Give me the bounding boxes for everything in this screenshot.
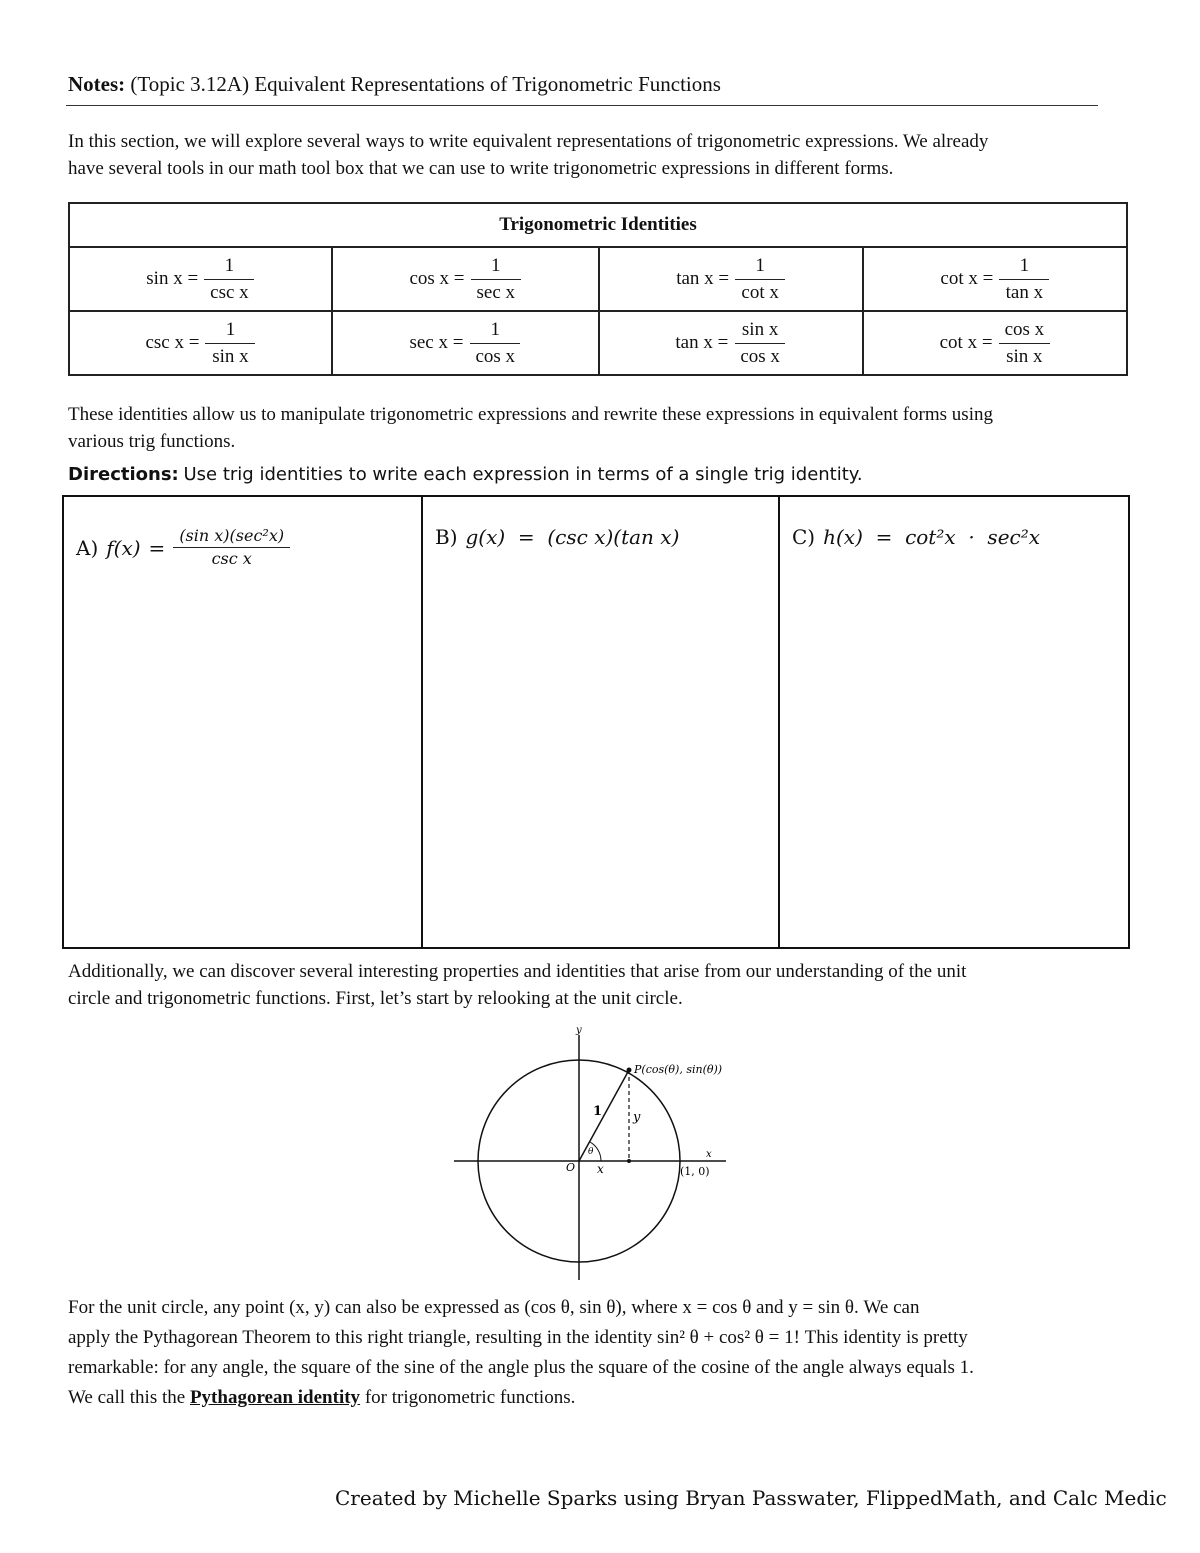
fraction-numerator: 1 [470,317,520,344]
fraction-numerator: 1 [204,253,254,280]
opposite-label: y [633,1110,641,1125]
pythagorean-identity-term: Pythagorean identity [189,1387,361,1408]
title-label: Notes: [68,72,126,96]
foot-point [627,1159,631,1163]
problem-a [76,525,290,570]
problem-a-function: f(x) [106,535,141,560]
page-title [68,72,721,97]
identities-explanation [68,401,1148,455]
unit-circle-diagram [440,1025,760,1285]
identity-cell [69,247,332,311]
intro-line-1: In this section, we will explore several ways to write equivalent representations of trigonometric expressions. We already [68,131,989,152]
unit-circle-line-1: Additionally, we can discover several interesting properties and identities that arise from our understanding of the unit [68,961,967,982]
problem-b-expression: g(x) = (csc x)(tan x) [465,525,680,549]
problem-c-expression: h(x) = cot²x · sec²x [823,525,1041,549]
identity-lhs: tan x = [675,332,729,353]
x-axis-label: x [706,1149,712,1160]
problem-c-box[interactable] [780,497,1128,947]
pythagorean-line-3: remarkable: for any angle, the square of the sine of the angle plus the square of the cosine of the angle always equals 1. [68,1357,974,1378]
work-area [62,495,1130,949]
intro-line-2: have several tools in our math tool box that we can use to write trigonometric expressions in different forms. [68,158,894,179]
identity-lhs: sec x = [409,332,464,353]
directions-text: Use trig identities to write each expression in terms of a single trig identity. [183,464,863,485]
angle-label: θ [588,1147,594,1157]
explanation-line-1: These identities allow us to manipulate trigonometric expressions and rewrite these expressions in equivalent forms using [68,404,993,425]
fraction-numerator: 1 [205,317,255,344]
pythagorean-line-4-pre: We call this the [68,1387,190,1408]
unit-circle-line-2: circle and trigonometric functions. First, let’s start by relooking at the unit circle. [68,988,683,1009]
identity-lhs: tan x = [676,268,730,289]
fraction-numerator: 1 [735,253,785,280]
fraction-numerator: 1 [471,253,521,280]
identities-table-heading: Trigonometric Identities [69,203,1127,247]
explanation-line-2: various trig functions. [68,431,236,452]
unit-circle-intro [68,958,1148,1012]
intercept-label: (1, 0) [680,1165,710,1178]
problem-b [435,525,679,549]
identity-cell [599,311,863,375]
problem-a-equals: = [148,535,166,560]
identity-lhs: cos x = [409,268,465,289]
identity-fraction [205,317,255,370]
identity-cell [863,311,1127,375]
identity-cell [332,311,599,375]
problem-a-numerator: (sin x)(sec²x) [173,525,290,548]
problem-a-denominator: csc x [211,549,252,568]
identity-fraction [999,253,1049,306]
origin-label: O [566,1161,576,1174]
radius-line [579,1070,629,1161]
adjacent-label: x [597,1162,604,1176]
problem-a-label: A) [76,535,99,560]
pythagorean-line-2: apply the Pythagorean Theorem to this right triangle, resulting in the identity sin² θ + cos² θ = 1! This identity is pretty [68,1327,968,1348]
problem-b-box[interactable] [423,497,780,947]
identity-cell [599,247,863,311]
fraction-denominator: sin x [212,345,249,367]
problem-a-fraction [173,525,290,570]
fraction-denominator: sec x [476,281,516,303]
identities-table [68,202,1128,376]
problem-b-label: B) [435,525,458,549]
fraction-denominator: sin x [1006,345,1043,367]
pythagorean-line-4 [68,1383,1158,1413]
pythagorean-line-4-post: for trigonometric functions. [360,1387,576,1408]
problem-c [792,525,1040,549]
identity-fraction [471,253,522,306]
identity-fraction [999,317,1051,370]
fraction-numerator: cos x [999,317,1051,344]
identity-lhs: sin x = [146,268,199,289]
fraction-numerator: 1 [999,253,1049,280]
identity-fraction [204,253,255,306]
point-p [627,1068,632,1073]
fraction-denominator: cos x [475,345,516,367]
pythagorean-paragraph [68,1293,1158,1413]
directions [68,464,863,486]
identity-fraction [734,317,786,370]
fraction-denominator: tan x [1005,281,1044,303]
fraction-denominator: csc x [210,281,249,303]
identity-lhs: cot x = [940,268,994,289]
directions-label: Directions: [68,464,179,485]
fraction-numerator: sin x [735,317,785,344]
identity-cell [69,311,332,375]
footer-credit: Created by Michelle Sparks using Bryan Passwater, FlippedMath, and Calc Medic [335,1486,1167,1510]
identity-lhs: cot x = [939,332,993,353]
problem-c-label: C) [792,525,816,549]
fraction-denominator: cos x [740,345,780,367]
identity-cell [332,247,599,311]
y-axis-label: y [576,1025,582,1036]
intro-paragraph [68,128,1148,182]
identity-lhs: csc x = [145,332,200,353]
problem-a-box[interactable] [64,497,423,947]
identity-cell [863,247,1127,311]
title-text: (Topic 3.12A) Equivalent Representations of Trigonometric Functions [130,72,721,96]
identity-fraction [469,317,521,370]
pythagorean-line-1: For the unit circle, any point (x, y) can also be expressed as (cos θ, sin θ), where x = cos θ and y = sin θ. We can [68,1297,920,1318]
point-p-label: P(cos(θ), sin(θ)) [634,1063,723,1076]
identities-row [69,247,1127,311]
hypotenuse-label: 1 [593,1104,603,1119]
identity-fraction [735,253,785,306]
title-divider [66,105,1098,106]
fraction-denominator: cot x [741,281,779,303]
identities-row [69,311,1127,375]
